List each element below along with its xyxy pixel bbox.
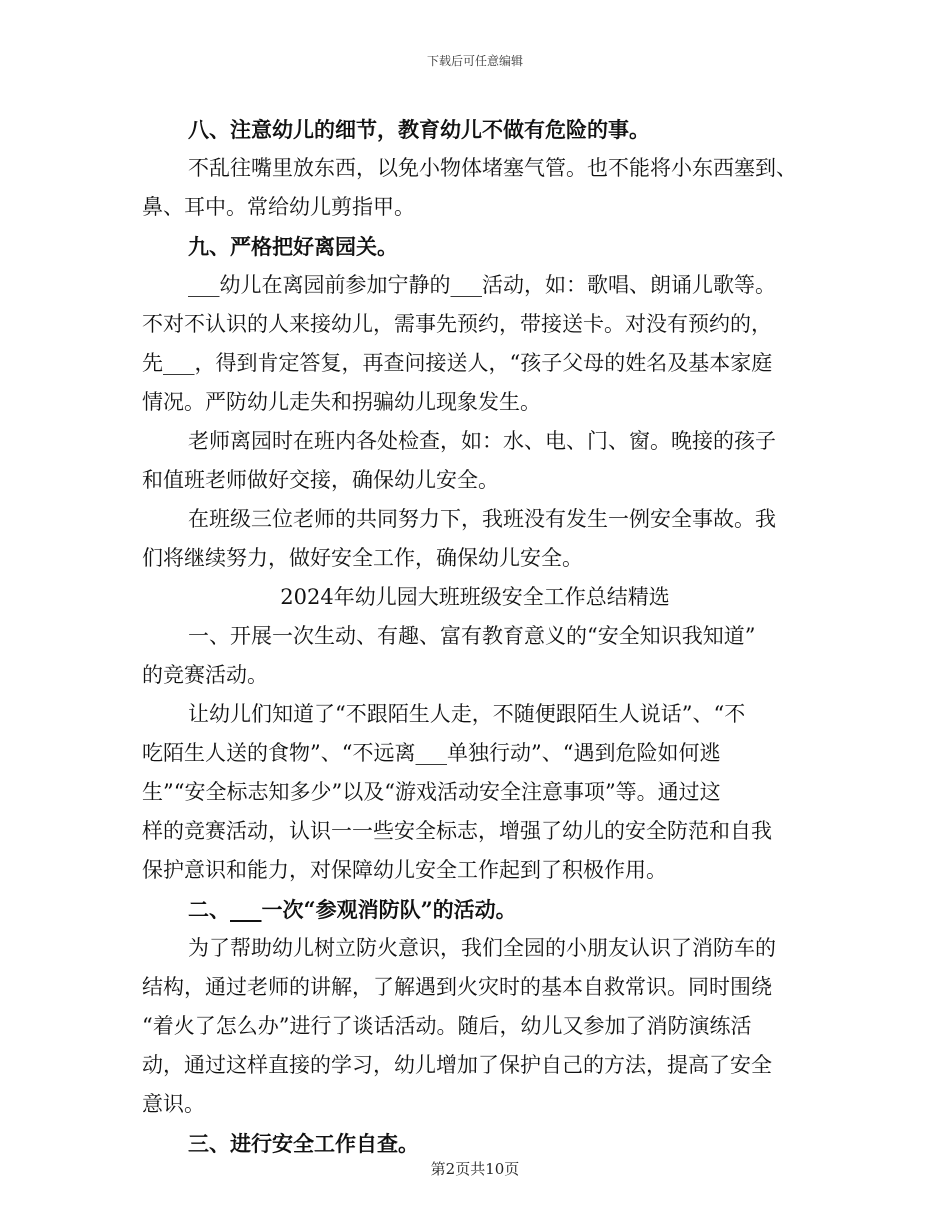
paragraph-line: 不对不认识的人来接幼儿，需事先预约，带接送卡。对没有预约的， [142, 312, 772, 336]
section-heading-9: 九、严格把好离园关。 [188, 234, 398, 259]
paragraph-line: 在班级三位老师的共同努力下，我班没有发生一例安全事故。我 [188, 507, 776, 531]
paragraph-line: ___幼儿在离园前参加宁静的___活动，如：歌唱、朗诵儿歌等。 [188, 273, 776, 297]
section-heading-3: 三、进行安全工作自查。 [188, 1131, 419, 1156]
paragraph-line: 动，通过这样直接的学习，幼儿增加了保护自己的方法，提高了安全 [142, 1053, 772, 1077]
paragraph-line: 们将继续努力，做好安全工作，确保幼儿安全。 [142, 546, 583, 570]
paragraph-line: 让幼儿们知道了“不跟陌生人走，不随便跟陌生人说话”、“不 [188, 702, 746, 726]
paragraph-line: 样的竞赛活动，认识一一些安全标志，增强了幼儿的安全防范和自我 [142, 819, 772, 843]
page-header-note: 下载后可任意编辑 [426, 54, 523, 68]
paragraph-line: 的竞赛活动。 [142, 663, 268, 687]
paragraph-line: 为了帮助幼儿树立防火意识，我们全园的小朋友认识了消防车的 [188, 936, 776, 960]
paragraph-line: 生”“安全标志知多少”以及“游戏活动安全注意事项”等。通过这 [142, 780, 721, 804]
paragraph-line: 和值班老师做好交接，确保幼儿安全。 [142, 468, 499, 492]
paragraph-line: 吃陌生人送的食物”、“不远离___单独行动”、“遇到危险如何逃 [142, 741, 721, 765]
paragraph-line: 老师离园时在班内各处检查，如：水、电、门、窗。晚接的孩子 [188, 429, 776, 453]
paragraph-line: 不乱往嘴里放东西，以免小物体堵塞气管。也不能将小东西塞到、 [188, 156, 797, 180]
section-heading-8: 八、注意幼儿的细节，教育幼儿不做有危险的事。 [188, 117, 650, 142]
paragraph-line: “着火了怎么办”进行了谈话活动。随后，幼儿又参加了消防演练活 [142, 1014, 752, 1038]
paragraph-line: 一、开展一次生动、有趣、富有教育意义的“安全知识我知道” [188, 624, 756, 648]
paragraph-line: 结构，通过老师的讲解，了解遇到火灾时的基本自救常识。同时围绕 [142, 975, 772, 999]
paragraph-line: 先___，得到肯定答复，再查问接送人，“孩子父母的姓名及基本家庭 [142, 351, 773, 375]
page-number-footer: 第2页共10页 [430, 1160, 520, 1178]
paragraph-line: 意识。 [142, 1092, 205, 1116]
paragraph-line: 保护意识和能力，对保障幼儿安全工作起到了积极作用。 [142, 858, 667, 882]
section-heading-2: 二、___一次“参观消防队”的活动。 [188, 897, 517, 922]
paragraph-line: 情况。严防幼儿走失和拐骗幼儿现象发生。 [142, 390, 541, 414]
document-body [142, 110, 808, 1163]
document-title: 2024年幼儿园大班班级安全工作总结精选 [280, 585, 670, 609]
paragraph-line: 鼻、耳中。常给幼儿剪指甲。 [142, 195, 415, 219]
